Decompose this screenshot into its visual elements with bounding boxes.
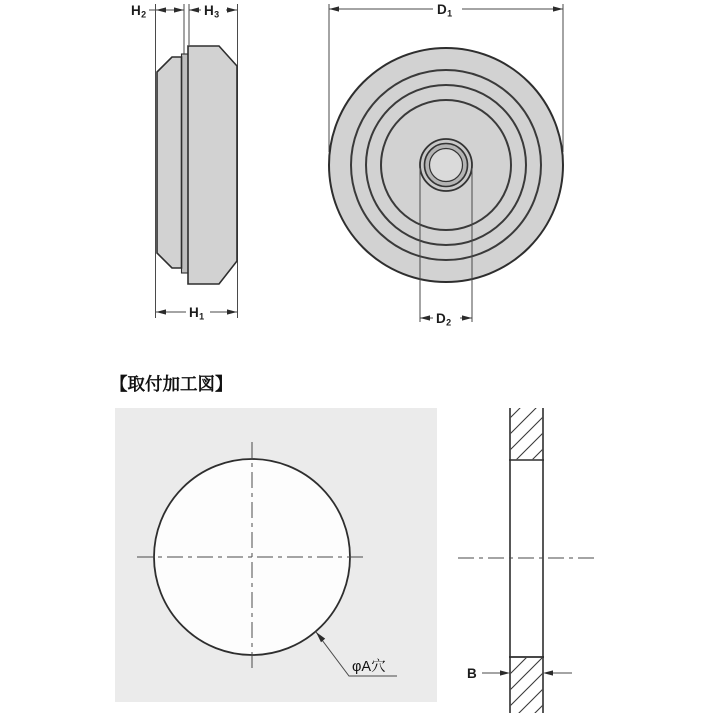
grommet-head-flange	[188, 46, 237, 284]
panel-front-view	[115, 408, 437, 702]
arrowhead-left-icon	[156, 309, 166, 314]
arrowhead-right-icon	[227, 7, 237, 12]
hatch-area-bottom	[511, 658, 542, 713]
arrowhead-right-icon	[500, 670, 510, 675]
dimension-d2	[420, 310, 472, 328]
arrowhead-right-icon	[174, 7, 184, 12]
section-title: 【取付加工図】	[110, 374, 233, 394]
dimension-h1	[156, 304, 237, 322]
arrowhead-left-icon	[543, 670, 553, 675]
b-label: B	[467, 666, 478, 681]
h2-label: H2	[131, 3, 147, 20]
arrowhead-left-icon	[189, 7, 199, 12]
arrowhead-right-icon	[227, 309, 237, 314]
h1-label: H1	[189, 305, 205, 322]
grommet-front-view	[329, 4, 563, 322]
grommet-side-view	[156, 4, 238, 318]
arrowhead-left-icon	[329, 6, 339, 11]
hole-diameter-label: φA穴	[352, 659, 386, 675]
panel-section-view	[458, 408, 595, 713]
arrowhead-right-icon	[462, 315, 472, 320]
dimension-h2	[131, 3, 184, 20]
hatch-area-top	[511, 408, 542, 459]
grommet-rear-flange	[157, 57, 182, 268]
center-hole-bore	[430, 149, 463, 182]
arrowhead-right-icon	[553, 6, 563, 11]
arrowhead-left-icon	[420, 315, 430, 320]
h3-label: H3	[204, 3, 220, 20]
d2-label: D2	[436, 311, 452, 328]
d1-label: D1	[437, 2, 453, 19]
arrowhead-left-icon	[156, 7, 166, 12]
dimension-d1	[329, 1, 563, 19]
dimension-h3	[189, 2, 237, 20]
